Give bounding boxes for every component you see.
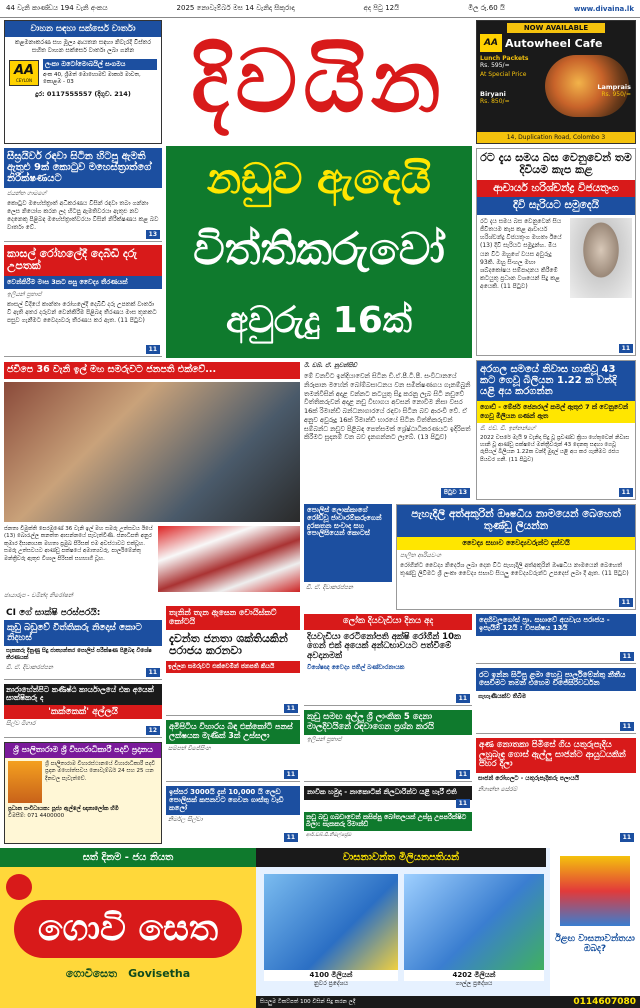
subheadline: වෙන්කිරීම මාස 3කට පසු වෛද්‍ය තීරණයක් — [4, 276, 162, 289]
masthead-title: දිවයින — [191, 32, 447, 132]
story-ci-evidence[interactable] — [4, 606, 162, 680]
govisetha-ad[interactable] — [0, 848, 256, 1008]
byline: ඉලියන් ප්‍රතාප් — [7, 290, 42, 298]
read-more-link[interactable]: 13 — [146, 230, 160, 239]
read-more-link[interactable]: 11 — [619, 488, 633, 497]
read-more-link[interactable]: 11 — [620, 722, 634, 731]
read-more-link[interactable]: 11 — [284, 704, 298, 713]
read-more-link[interactable]: 11 — [456, 770, 470, 779]
temple-notice-ad[interactable] — [4, 742, 162, 844]
subheadline: සාජන් රෝහලට - යතුරුපැදිකරු පලායයි — [478, 774, 580, 782]
subheadline: ගොඩ් - මේජර් ජෙනරාල් කමල් ඇතුළු 7 ක් වෙනුවෙන් ගෙවූ මිලියන ගණන් ඇත — [477, 401, 635, 423]
read-more-link[interactable]: 12 — [146, 726, 160, 735]
story-fees[interactable] — [166, 786, 300, 844]
ad-sub-si: ගොවිසෙත — [65, 967, 118, 980]
byline: ඩී. ඒ. දිවාකරප්පන — [306, 584, 353, 591]
main-photo — [4, 382, 300, 522]
story-body: 2022 වසරේ මැයි 9 වැනිදා සිදු වූ ප්‍රචණ්ඩ ක්‍රියා හේතුවෙන් නිවාස හානි වූ ආණ්ඩු පක්ෂයේ මන්ත්‍රීවරුන් 43 දෙනකු සඳහා ගෙවූ රුපියල් බිලියන 1.22ක වන්දි මුදල් යළි අය කර ගැනීමට රජය පියවර ගනී. (11 පිටුව) — [480, 434, 630, 463]
story-dehiwala-budget[interactable] — [476, 614, 636, 664]
photo-story-jvp[interactable] — [4, 362, 300, 602]
read-more-link[interactable]: 11 — [284, 833, 298, 842]
byline: පාලිත ආරියවංශ — [400, 551, 441, 559]
winner-area-2: ගාල්ල ප්‍රදේශය — [455, 980, 493, 987]
subheadline: විශේෂඥ වෛද්‍ය පතිල් බණ්ඩාරනායක — [307, 664, 405, 672]
ad-title: වාහන සඳහා සක්සෙර් වාර්තා — [5, 21, 161, 37]
lead-headline-2: විත්තිකරුවෝ — [193, 224, 445, 275]
story-ex-minister[interactable] — [4, 148, 162, 242]
story-motorcycle[interactable] — [476, 738, 636, 844]
monk-photo — [8, 761, 42, 803]
lead-headline-1: නඩුව ඇදෙයි — [207, 154, 431, 203]
headline: කුඩු සමඟ අල්ලු ශ්‍රී ලාංකික 5 දෙනා මාලදිවයිනේ රඳවාගෙන ප්‍රශ්න කරයි — [304, 710, 472, 735]
headline: දැවන්ත ජනතා ශක්තියකින් පරාජය කරනවා — [169, 631, 288, 658]
story-compensation[interactable] — [476, 360, 636, 500]
byline: සම්පත් විජේසිංහ — [168, 744, 211, 752]
subheadline: වෛද්‍ය සභාව වෛද්‍යවරුන්ට දන්වයි — [397, 537, 635, 550]
story-harishchandra[interactable] — [476, 148, 636, 356]
volume-issue: 44 වැනි කාණ්ඩය 194 වැනි අංකය — [6, 4, 108, 12]
headline: නාවික හමුදා - නාකොටික් නිලධාරින්ට යළි හැරී එති — [304, 786, 472, 800]
winner-amount-2: 4202 මිලියන් — [404, 970, 544, 981]
crowd-photo — [158, 526, 300, 592]
story-prescriptions[interactable] — [396, 504, 636, 610]
story-castle-hospital[interactable] — [4, 245, 162, 357]
headline-kicker: ලෝක දියවැඩියා දිනය අද — [304, 614, 472, 630]
ad-body: ශ්‍රී පාලිතාරාම විහාරස්ථානයේ විහාරාධිකාරී පදවි ප්‍රදාන මහෝත්සවය නොවැම්බර් 24 සහ 25 යන දිනවල පැවැත්වේ. — [45, 760, 156, 782]
byline: නිර්මල සිල්වා — [168, 816, 203, 824]
headline-kicker: තැනින් තැන ඇසෙන වොයිස්කට් කෝටයි — [166, 606, 300, 630]
story-body: මේ වනවිට ඉන්දියාවෙන් සිටින ඩී.ඒ.පී.ටී.පී. සංවිධානයේ නිරූපාන මහේන් බෝම්බසාධනය වන සමීක්ෂණගය ගැනම්බුනි තමන්විසින් අදාළ වන්නට කටයුතු සිදු කරනු ලැබ සිටි නඩුවේ විත්තිකරුවන් අදාළ නඩු විභාගය අවසන් නොවීම නිසා වසර 16ක් රිමාන්ඩ් බන්ධනාගාරයේ රඳවා සිටින බව ආරංචි වේ. ඒ අනුව අවුරුදු 16ක් රිමාන්ඩ් භාරයේ සිටින විත්තිකරුවන් සම්බන්ධ නඩුව පිළිබඳ පෙත්සමක් ශ්‍රේෂ්ඨාධිකරණයට ඉදිරිපත් කිරීමට සූදානම් වන බව දැනගන්නට ලැබේ. (13 පිටුව) — [304, 372, 471, 442]
ad-address: අංක 40, ශ්‍රීමත් මොහොමඩ් මාකාර් මාවත, කොළඹ - 03 — [43, 72, 141, 86]
story-body: කාසල් වීදියේ කාන්තා රෝහලේදී දෙබිඩි දරු උපතක් වාර්තා වී ඇති අතර දරුවන් වෙන්කිරීම පිළිබඳ තීරණය මාස තුනකට පසුව ගැනීමට වෛද්‍යවරු තීරණය කර ඇත. (11 පිටුව) — [7, 300, 157, 324]
ad-phone[interactable]: 0114607080 — [573, 997, 636, 1007]
read-more-link[interactable]: 11 — [620, 833, 634, 842]
lead-story[interactable] — [166, 146, 472, 358]
issue-date: 2025 නොවැම්බර් මස 14 වැනිදා සිකුරාදා — [176, 4, 295, 12]
headline: පැහැදිලි අත්අකුරින් ඖෂධීය නාමයෙන් බෙහෙත් තුණ්ඩු ලියන්න — [397, 505, 635, 537]
read-more-link[interactable]: 11 — [456, 799, 470, 808]
ad-contact-phone[interactable]: විමසීම්: 071 4400000 — [8, 812, 65, 819]
page-count: අද පිටු 12යි — [363, 4, 400, 12]
top-strip — [0, 0, 640, 18]
side-caption: ඊළඟ වාසනාවන්තයා ඔබද? — [555, 934, 635, 955]
winner-photo-2 — [404, 874, 544, 970]
story-body: රට දැය සමය බස වෙනුවෙන් සිය ජීවිතයම කැප කළ ආචාර්ය හරිශ්චන්ද්‍ර විජයතුංග මහතා ඊයේ (13) දිවි සැරියට සමුදුන්හ. මිය යන විට ඔහුගේ වයස අවුරුදු 93කි. ඔහු සිංහල මහා ශබ්දකෝෂය සම්පාදනය කිරීමේ කටයුතු ප්‍රධාන වශයෙන් සිදු කළ අයෙකි. (11 පිටුව) — [480, 218, 562, 290]
story-body: රෝගීන්ට වෛද්‍ය නිර්දේශ ලබා දෙන විට පැහැදිලි අත්අකුරින් ඖෂධීය නාමයෙන් බෙහෙත් තුණ්ඩු ලිවීමට ශ්‍රී ලංකා වෛද්‍ය සභාව සියලු වෛද්‍යවරුන්ට උපදෙස් ලබා දී ඇත. (11 පිටුව) — [400, 561, 629, 577]
headline: ඉස්සර 3000යි දැන් 10,000 යි ලෙඩ පොලිසක් කපනවට ගෙවන ගාස්තු වැඩි කලෝ — [166, 786, 300, 815]
story-narahenpita[interactable] — [4, 684, 162, 738]
price: මිල රු.60 යි — [468, 4, 505, 12]
subheadline: ඉල්ලන සමරුවට එක්වෙමින් ජනපති කියයි — [166, 661, 300, 673]
ad-body: කළමනාකරණ සහ මූල්‍ය ආයතන සඳහා නිවැරදි විස්තර සහිත වාහන සක්සෙර් වාර්තා ලබා ගන්න — [14, 39, 152, 55]
site-link[interactable]: www.divaina.lk — [573, 4, 634, 13]
read-more-link[interactable]: 11 — [619, 598, 633, 607]
ad-footer: සියලුම ටිකට්පත් 100 විසින් සිදු කරන ලදී — [260, 998, 356, 1005]
ad-tag: NOW AVAILABLE — [507, 23, 605, 33]
portrait-photo — [570, 218, 632, 298]
read-more-link[interactable]: 11 — [284, 770, 298, 779]
millionaires-ad[interactable] — [256, 848, 640, 1008]
ad-title: ශ්‍රී පාලිතාරාම ශ්‍රී විහාරාධිකාරී පදවි ප්‍රදානය — [5, 743, 161, 758]
byline: ඩී. ඒ. දිවාකරප්පන — [6, 664, 53, 672]
story-navy[interactable] — [304, 786, 472, 810]
headline-kicker: CI ගේ සාක්ෂි පරස්පරයි: — [6, 608, 101, 618]
aa-logo-small: AA — [480, 34, 502, 52]
ad-tag: සත් දිනම - ජය නියත — [0, 848, 256, 867]
headline: දෙහිවලගෝස් ප්‍රා. සභාවේ අයවැය පරාජය - ඉපැයීම් 12යි : විපක්ෂය 13යි — [476, 614, 636, 636]
byline: ඊ. ඩබ්. ඒ. නුවන්සිඩ් — [304, 362, 357, 369]
autowheel-cafe-ad[interactable]: NOW AVAILABLE AA Autowheel Cafe Lunch Packets Rs. 595/= At Special Price Biryani Rs. 850/= Lamprais Rs. 950/= 14, Duplication Road, Colombo 3 — [476, 20, 636, 144]
photo-credit: ඡායාරූප - චමින්ද නිරෝෂන් — [4, 592, 73, 599]
photo-headline: ජවිපෙ 36 වැනි ඉල් මහ සමරුවට ජනපති එක්වේ... — [4, 362, 300, 379]
headline: නාරාහේන්පිට කණිෂ්ඨ කාර්යාලයේ එක අයෙක් සාක්ෂිකරු ද — [4, 684, 162, 705]
masthead — [166, 20, 472, 144]
winner-photo-1 — [264, 874, 398, 970]
ticket-stack — [560, 856, 630, 926]
read-more-link[interactable]: 11 — [619, 344, 633, 353]
headline-tail: දිවි සැරියට සමුදෙයි — [477, 197, 635, 215]
lottery-logo — [6, 874, 32, 900]
winner-amount-1: 4100 මිලියන් — [264, 970, 398, 981]
aa-logo: AA CEYLON — [9, 60, 39, 86]
lead-body[interactable] — [304, 362, 472, 500]
headline-tail: 'කක්කෙක්' අල්ලයි — [4, 705, 162, 719]
headline: කුඩු බඩුවේ විත්තිකරු නිදොස් කොට නිදහස් — [4, 620, 162, 646]
read-more-link[interactable]: පිටුව 13 — [441, 488, 470, 498]
headline: අමිපිටිය විහාරය බිඳ එක්කෝටි පනස් ලක්ෂයක මැණික් 3ක් උස්සලා — [166, 720, 300, 744]
ad-tag: වාසනාවන්ත මිලියනපතියන් — [256, 848, 546, 867]
headline: සීඝ්‍රයිවර් රඳවා සිටින හිටපු ඇමති ඇතුළු 9ක් කොටුව මහෙස්ත්‍රාත්ගේ නිරීක්ෂණයට — [4, 148, 162, 188]
byline: ජි. එච්. ඩී. ඉන්නන්ගේ — [480, 424, 536, 432]
story-kasippu[interactable] — [304, 812, 472, 844]
read-more-link[interactable]: 11 — [146, 668, 160, 677]
subheadline: සැකකරු දිනුණු සිදු ජාත්‍යන්තර පොලිස් පරීක්ෂණ පිළිබඳ විශේෂ තීරණයක් — [6, 648, 152, 662]
read-more-link[interactable]: 11 — [456, 694, 470, 703]
story-voicecut[interactable] — [166, 606, 300, 716]
byline: ජයන්ත ගාමගේ — [7, 189, 46, 197]
headline: පොලිස් ලොක්කාගේ රෝඩ්වූ ජාවාරම්කරුගෙන් දුරකතන සංවාද සහ පොලිසියෙන් කොටස් — [304, 504, 392, 582]
headline: අණ නොතකා පිමිසේ ගිය යතුරුපැදිය ලුහුබැඳ ගොස් ඇල්ලු සාජන්ට ආයුධයකින් පහර දීලා — [476, 738, 636, 773]
byline: ඉලියන් ප්‍රතාප් — [307, 736, 342, 744]
story-temple-gems[interactable] — [166, 720, 300, 782]
ad-title: ගොවි සෙත — [14, 900, 242, 958]
headline: රට ඉන්න සිටිපු ළමා හෙවූ පාර්ලිමේන්තු නීතීය සෙවීමට තමන් එහෙම විජේසිරිවර්ධන — [476, 668, 636, 691]
story-police-boss[interactable] — [304, 504, 392, 600]
story-body: කොටුව මහේස්ත්‍රාත් අධිකරණය විසින් රඳවා තබා ගන්නා ලෙස නියෝග කරන ලද හිටපු ඇමතිවරයා ඇතුළු නව දෙනෙකු පිළිබඳ මහේස්ත්‍රාත්වරයා විසින් නිරීක්ෂණය කළ බව වාර්තා වේ. — [7, 199, 159, 231]
read-more-link[interactable]: 11 — [620, 652, 634, 661]
headline: දියවැඩියා රෙටිනෝපති අක්ෂි රෝගීන් 10ක ගෙන් එක් අයෙක් අන්ධභාවයට පත්වීමේ අවදානමක් — [307, 631, 461, 661]
cafe-title: Autowheel Cafe — [505, 36, 603, 50]
nlb-panel — [550, 848, 640, 996]
photo-caption: ජනතා විමුක්ති පෙරමුණේ 36 වැනි ඉල් මහ සමරු උත්සවය ඊයේ (13) බොරැල්ල කනත්ත ආසන්නයේ පැවැත්විණි. ජනාධිපති අනුර කුමාර දිසානායක මහතා ප්‍රමුඛ පිරිසක් එම අවස්ථාවට එක්වූහ. සමරු උත්සවයට ආණ්ඩු පක්ෂයේ අමාත්‍යවරු, පාර්ලිමේන්තු මන්ත්‍රීවරු ඇතුළු විශාල පිරිසක් සහභාගී වූහ. — [4, 526, 153, 562]
headline: නඩු බඩු ගබඩාවෙන් කසිප්පු බෝතලයක් උස්සූ උපපරීක්ෂිට බිලා: සැකකරු රිමාන්ඩ් — [304, 812, 472, 831]
ad-sub-en: Govisetha — [128, 967, 191, 980]
lead-headline-3: අවුරුදු 16ක් — [225, 300, 412, 341]
story-maldives[interactable] — [304, 710, 472, 782]
ad-phone[interactable]: දුර: 0117555557 (දිගුව. 214) — [35, 90, 131, 99]
headline: රට දැය සමය බස වෙනුවෙන් තම දිවියම කැප කළ — [480, 151, 632, 177]
subheadline: ගැහැණියක්ව තිබීම — [478, 692, 527, 700]
story-parliament[interactable] — [476, 668, 636, 734]
read-more-link[interactable]: 11 — [146, 345, 160, 354]
ad-contact: ප්‍රධාන සංවිධායක: පූජ්‍ය ඇල්ලේ ඥානාලෝක හිමි — [8, 805, 119, 812]
byline: සිල්ව මිගාර — [6, 719, 36, 727]
headline: කාසල් රෝහලේදී දෙබිඩි දරු උපතක් — [4, 245, 162, 276]
story-diabetes[interactable] — [304, 614, 472, 706]
byline: නිශාන්ත සේරම් — [478, 785, 518, 793]
vehicle-report-ad[interactable] — [4, 20, 162, 144]
byline: ආර්.ඩබ්.ඩී.නිමල්ප්‍රේම — [306, 831, 352, 838]
headline: අරගල සමයේ නිවාස හානිවූ 43 කට ගෙවූ බිලියන 1.22 ක වන්දි යළි අය කරගන්න — [477, 361, 635, 401]
cafe-address: 14, Duplication Road, Colombo 3 — [477, 132, 635, 143]
headline-name: ආචාර්ය හරිශ්චන්ද්‍ර විජයතුංග — [477, 180, 635, 198]
winner-area-1: නුවර ප්‍රදේශය — [313, 980, 349, 987]
ad-org: ලංකා ඔටෝමොබයිල් සංගමය — [43, 59, 157, 70]
